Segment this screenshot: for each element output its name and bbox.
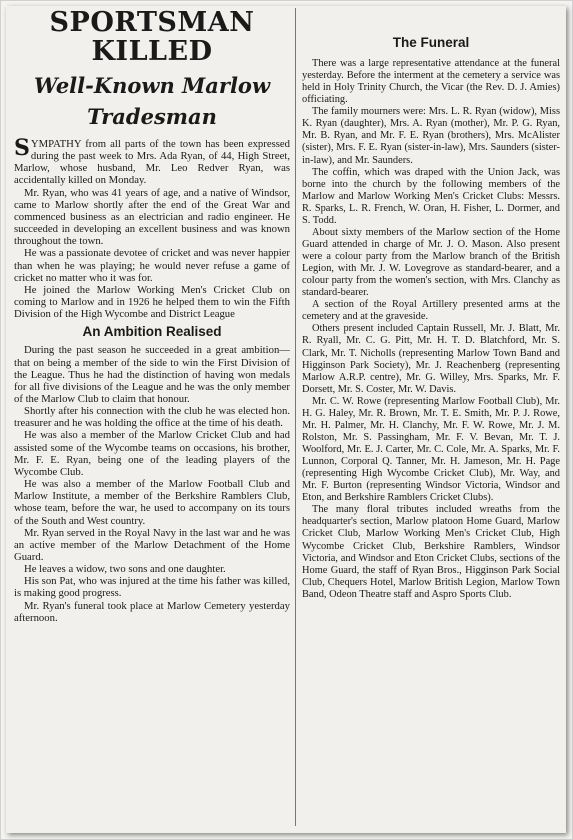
ambition-paragraph-4: He was also a member of the Marlow Football Club and Marlow Institute, a member of the Berkshire Ramblers Club, whose team, before the war, he used to accompany on its tours of the South and West country.: [14, 478, 290, 527]
ambition-paragraph-5: Mr. Ryan served in the Royal Navy in the last war and he was an active member of the Marlow Detachment of the Home Guard.: [14, 526, 290, 563]
ambition-paragraph-3: He was also a member of the Marlow Cricket Club and had assisted some of the Wycombe teams on occasions, his brother, Mr. F. E. Ryan, being one of the leading players of the Wycombe Club.: [14, 429, 290, 478]
ambition-paragraph-1: During the past season he succeeded in a great ambition—that on being a member of the side to win the First Division of the League. Thus he had the distinction of having won medals for all five divisions of the League and he was the only member of the Marlow Club to claim that honour.: [14, 344, 290, 405]
ambition-paragraph-7: His son Pat, who was injured at the time his father was killed, is making good progress.: [14, 575, 290, 600]
subtitle: [14, 70, 290, 132]
intro-paragraph-4: He joined the Marlow Working Men's Cricket Club on coming to Marlow and in 1926 he helped them to win the Fifth Division of the High Wycombe and District League: [14, 283, 290, 321]
ambition-paragraph-6: He leaves a widow, two sons and one daughter.: [24, 563, 226, 576]
headline-line-1: SPORTSMAN: [49, 8, 255, 38]
left-column: [14, 8, 290, 828]
headline: [14, 8, 290, 66]
intro-paragraph-1: [14, 135, 290, 187]
drop-cap: S: [14, 135, 30, 161]
intro-paragraph-1-text: YMPATHY from all parts of the town has been expressed during the past week to Mrs. Ada Ryan, of 44, High Street, Marlow, whose husband, Mr. Leo Redver Ryan, was accidentally killed on Monday.: [14, 138, 290, 187]
funeral-paragraph-2: The family mourners were: Mrs. L. R. Ryan (widow), Miss K. Ryan (daughter), Mrs. A. Ryan (mother), Mr. P. G. Ryan, Mr. B. Ryan, and Mr. F. E. Ryan (brothers), Mrs. McAlister (sister), Mrs. F. E. Ryan (sister-in-law), Mrs. Saunders (sister-in-law), and Mr. Saunders.: [302, 106, 560, 166]
section-heading-funeral: The Funeral: [392, 35, 470, 50]
newspaper-clipping: [6, 6, 566, 833]
funeral-paragraph-3: The coffin, which was draped with the Union Jack, was borne into the church by the following members of the Marlow and Marlow Working Men's Cricket Clubs: Messrs. R. Sparks, L. R. French, W. Oran, H. Fisher, L. Dormer, and S. Todd.: [302, 166, 560, 226]
subtitle-line-1: Well-Known Marlow: [33, 73, 271, 98]
right-column: [302, 34, 560, 826]
funeral-paragraph-8: The many floral tributes included wreaths from the headquarter's section, Marlow platoon Home Guard, Marlow Cricket Club, Marlow Working Men's Cricket Club, High Wycombe Cricket Club, Berkshire Ramblers, Windsor Victoria, and Windsor and Eton Cricket Clubs, sections of the Home Guard, the staff of Ryan Bros., Higginson Park Social Club, Chequers Hotel, Marlow British Legion, Marlow Town Band, Odeon Theatre staff and Aspro Sports Club.: [302, 504, 560, 600]
funeral-paragraph-5: A section of the Royal Artillery presented arms at the cemetery and at the graveside.: [302, 299, 560, 323]
funeral-paragraph-4: About sixty members of the Marlow section of the Home Guard attended in charge of Mr. J. O. Mason. Also present were a colour party from the Marlow branch of the British Legion, with Mr. J. W. Lovegrove as standard-bearer, and a colour party from the women's section, with Mrs. Clanchy as standard-bearer.: [302, 226, 560, 299]
ambition-paragraph-2: Shortly after his connection with the club he was elected hon. treasurer and he was holding the office at the time of his death.: [14, 405, 290, 430]
headline-line-2: KILLED: [91, 36, 213, 67]
subtitle-line-2: Tradesman: [87, 104, 217, 129]
funeral-paragraph-7: Mr. C. W. Rowe (representing Marlow Football Club), Mr. H. G. Haley, Mr. R. Brown, Mr. T. E. Smith, Mr. P. J. Rowe, Mr. H. Palmer, Mr. H. Clanchy, Mr. F. W. Rowe, Mr. J. M. Rolston, Mr. S. Passingham, Mr. F. V. Bevan, Mr. T. J. Woolford, Mr. E. J. Carter, Mr. C. Cole, Mr. A. Sparks, Mr. F. Lunnon, Corporal Q. Tanner, Mr. H. Jameson, Mr. H. Page (representing High Wycombe Cricket Club), Mr. Way, and Mr. F. Burton (representing Windsor Victoria, Windsor and Eton, and Berkshire Ramblers Cricket Clubs).: [302, 395, 560, 504]
ambition-paragraph-8: Mr. Ryan's funeral took place at Marlow Cemetery yesterday afternoon.: [14, 599, 290, 624]
funeral-paragraph-6: Others present included Captain Russell, Mr. J. Blatt, Mr. R. Ryall, Mr. C. G. Pitt, Mr. H. T. D. Blatchford, Mr. S. Clark, Mr. T. Nicholls (representing Marlow Town Band and Higginson Park Society), Mr. J. Reachenberg (representing Marlow A.R.P. centre), Mr. G. Willey, Mrs. Sparks, Mr. F. Dorsett, Mr. S. Coster, Mr. W. Davis.: [302, 323, 560, 395]
intro-paragraph-2: Mr. Ryan, who was 41 years of age, and a native of Windsor, came to Marlow shortly after the end of the Great War and commenced business as an electrician and radio engineer. He succeeded in developing an excellent business and was known throughout the town.: [14, 186, 290, 248]
section-heading-ambition: An Ambition Realised: [82, 324, 222, 340]
intro-paragraph-3: He was a passionate devotee of cricket and was never happier than when he was playing; he would never refuse a game of cricket no matter who it was for.: [14, 247, 290, 284]
funeral-paragraph-1: There was a large representative attendance at the funeral yesterday. Before the interment at the cemetery a service was held in Holy Trinity Church, the Vicar (the Rev. D. J. Amies) officiating.: [302, 58, 560, 106]
column-divider: [295, 8, 296, 826]
